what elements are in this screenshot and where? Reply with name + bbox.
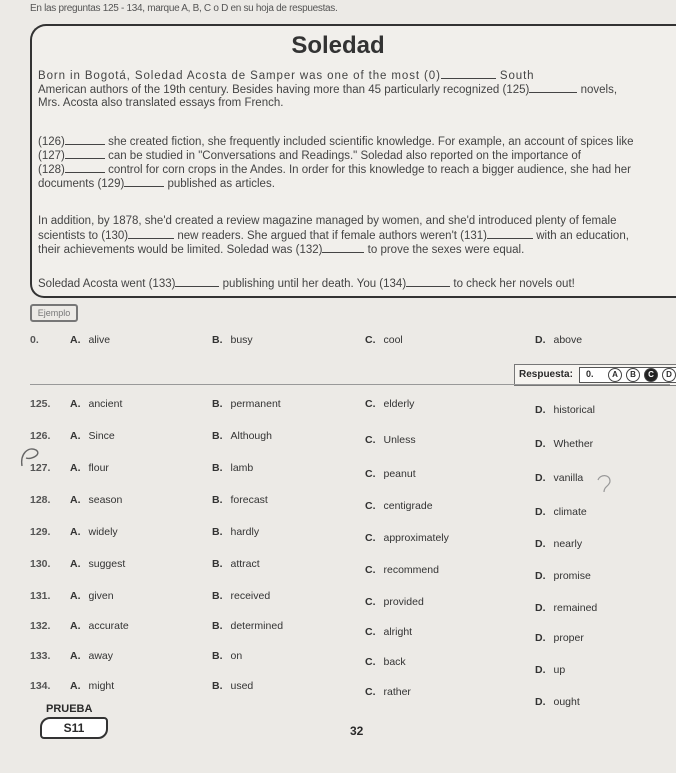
answer-box bbox=[514, 364, 676, 386]
question-row bbox=[0, 494, 676, 518]
example-option-a: A. alive bbox=[70, 334, 111, 346]
option-c[interactable]: C. elderly bbox=[365, 398, 415, 410]
bubble-b[interactable]: B bbox=[626, 368, 640, 382]
option-d[interactable]: D. ought bbox=[535, 696, 580, 708]
divider bbox=[30, 384, 670, 385]
question-number: 128. bbox=[30, 494, 51, 506]
option-a[interactable]: A. suggest bbox=[70, 558, 126, 570]
example-option-d: D. above bbox=[535, 334, 583, 346]
question-number: 133. bbox=[30, 650, 51, 662]
instruction-text: En las preguntas 125 - 134, marque A, B, C o D en su hoja de respuestas. bbox=[30, 3, 338, 14]
option-b[interactable]: B. on bbox=[212, 650, 243, 662]
question-row bbox=[0, 430, 676, 450]
bubble-c[interactable]: C bbox=[644, 368, 658, 382]
option-d[interactable]: D. vanilla bbox=[535, 472, 584, 484]
option-a[interactable]: A. Since bbox=[70, 430, 115, 442]
option-a[interactable]: A. ancient bbox=[70, 398, 123, 410]
question-number: 125. bbox=[30, 398, 51, 410]
test-badge: S11 bbox=[40, 717, 108, 739]
option-d[interactable]: D. up bbox=[535, 664, 566, 676]
option-d[interactable]: D. remained bbox=[535, 602, 598, 614]
option-c[interactable]: C. peanut bbox=[365, 468, 416, 480]
question-row bbox=[0, 620, 676, 644]
passage-title: Soledad bbox=[291, 32, 385, 59]
option-a[interactable]: A. widely bbox=[70, 526, 118, 538]
question-number: 129. bbox=[30, 526, 51, 538]
option-b[interactable]: B. Although bbox=[212, 430, 272, 442]
question-row bbox=[0, 680, 676, 708]
question-row bbox=[0, 462, 676, 482]
question-row bbox=[0, 590, 676, 614]
answer-number: 0. bbox=[586, 369, 594, 379]
option-c[interactable]: C. centigrade bbox=[365, 500, 433, 512]
option-d[interactable]: D. Whether bbox=[535, 438, 594, 450]
option-d[interactable]: D. nearly bbox=[535, 538, 583, 550]
option-b[interactable]: B. attract bbox=[212, 558, 260, 570]
option-d[interactable]: D. promise bbox=[535, 570, 591, 582]
answer-sheet bbox=[579, 367, 676, 383]
question-number: 131. bbox=[30, 590, 51, 602]
paragraph-2: (126) she created fiction, she frequently included scientific knowledge. For example, an account of spices like (127) can be studied in "Conversations and Readings." Soledad also reported on the importance of (128) control for corn crops in the Andes. In order for this knowledge to reach a bigger audience, she had her documents (129) published as articles. bbox=[38, 136, 634, 190]
option-a[interactable]: A. flour bbox=[70, 462, 109, 474]
option-a[interactable]: A. might bbox=[70, 680, 115, 692]
question-number: 132. bbox=[30, 620, 51, 632]
option-d[interactable]: D. climate bbox=[535, 506, 587, 518]
option-b[interactable]: B. hardly bbox=[212, 526, 260, 538]
paragraph-1: Born in Bogotá, Soledad Acosta de Samper was one of the most (0) South American authors of the 19th century. Besides having more than 45 particularly recognized (125) novels, Mrs. Acosta also translated essays from French. bbox=[38, 70, 618, 109]
option-c[interactable]: C. provided bbox=[365, 596, 424, 608]
option-b[interactable]: B. permanent bbox=[212, 398, 281, 410]
footer-label: PRUEBA bbox=[46, 703, 93, 715]
option-a[interactable]: A. accurate bbox=[70, 620, 129, 632]
question-row bbox=[0, 650, 676, 676]
example-tag: Ejemplo bbox=[30, 304, 78, 322]
option-b[interactable]: B. received bbox=[212, 590, 271, 602]
question-number: 126. bbox=[30, 430, 51, 442]
option-c[interactable]: C. back bbox=[365, 656, 406, 668]
bubble-a[interactable]: A bbox=[608, 368, 622, 382]
option-c[interactable]: C. alright bbox=[365, 626, 413, 638]
option-b[interactable]: B. lamb bbox=[212, 462, 254, 474]
question-number: 130. bbox=[30, 558, 51, 570]
example-option-c: C. cool bbox=[365, 334, 403, 346]
option-b[interactable]: B. determined bbox=[212, 620, 284, 632]
example-option-b: B. busy bbox=[212, 334, 253, 346]
pencil-mark-icon bbox=[18, 444, 51, 474]
question-row bbox=[0, 398, 676, 418]
example-row bbox=[0, 334, 676, 354]
question-row bbox=[0, 526, 676, 550]
option-b[interactable]: B. used bbox=[212, 680, 254, 692]
option-c[interactable]: C. Unless bbox=[365, 434, 416, 446]
option-a[interactable]: A. season bbox=[70, 494, 123, 506]
option-c[interactable]: C. approximately bbox=[365, 532, 449, 544]
answer-label: Respuesta: bbox=[519, 369, 573, 380]
paragraph-4: Soledad Acosta went (133) publishing until her death. You (134) to check her novels out! bbox=[38, 278, 575, 290]
page-number: 32 bbox=[350, 724, 364, 738]
option-d[interactable]: D. historical bbox=[535, 404, 595, 416]
option-c[interactable]: C. rather bbox=[365, 686, 411, 698]
paragraph-3: In addition, by 1878, she'd created a review magazine managed by women, and she'd introduced plenty of female scientists to (130) new readers. She argued that if female authors weren't (131) with an education, their achievements would be limited. Soledad was (132) to prove the sexes were equal. bbox=[38, 215, 629, 256]
question-number: 127. bbox=[30, 462, 51, 474]
question-mark-icon bbox=[592, 472, 616, 498]
option-b[interactable]: B. forecast bbox=[212, 494, 268, 506]
option-d[interactable]: D. proper bbox=[535, 632, 584, 644]
option-c[interactable]: C. recommend bbox=[365, 564, 439, 576]
question-row bbox=[0, 558, 676, 582]
example-number: 0. bbox=[30, 334, 39, 346]
option-a[interactable]: A. given bbox=[70, 590, 114, 602]
question-number: 134. bbox=[30, 680, 51, 692]
bubble-d[interactable]: D bbox=[662, 368, 676, 382]
option-a[interactable]: A. away bbox=[70, 650, 114, 662]
